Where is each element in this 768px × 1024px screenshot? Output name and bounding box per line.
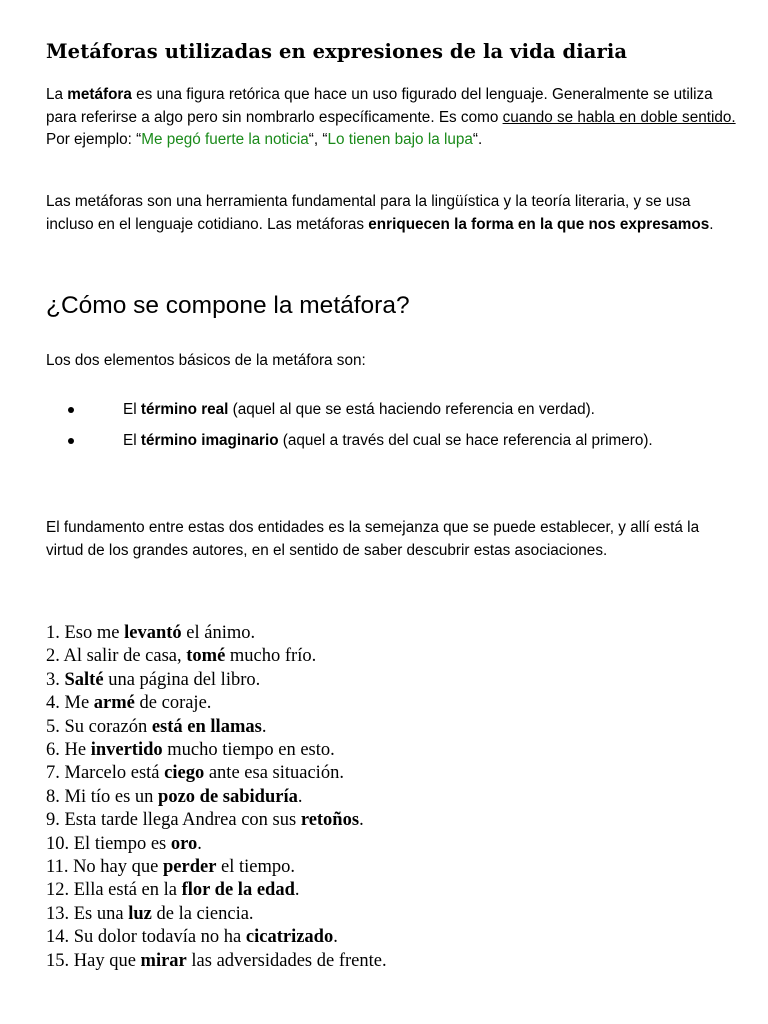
example-bold-word: oro (170, 833, 198, 854)
text-span: El (123, 401, 141, 418)
example-item (46, 856, 387, 879)
example-text: el ánimo. (181, 623, 256, 643)
example-text: el tiempo. (216, 857, 296, 878)
example-bold-word: retoños (300, 810, 360, 831)
example-text: 15. Hay que (46, 950, 141, 971)
example-text: mucho tiempo en esto. (162, 740, 335, 761)
example-text: 3. (46, 669, 65, 690)
example-item (46, 926, 387, 949)
example-bold-word: ciego (164, 763, 205, 784)
text-span: La (46, 86, 68, 103)
example-bold-word: levantó (124, 623, 182, 643)
example-text: 12. Ella está en la (46, 880, 182, 901)
example-bold-word: está en llamas (151, 716, 262, 737)
intro-paragraph (46, 84, 736, 152)
example-bold-word: invertido (90, 740, 163, 761)
example-text: 1. Eso me (46, 623, 125, 643)
example-text: 8. Mi tío es un (46, 786, 159, 807)
example-quote-2: Lo tienen bajo la lupa (327, 131, 473, 148)
text-span: Por ejemplo: “ (46, 131, 142, 148)
bold-term-metafora: metáfora (67, 86, 132, 103)
text-span: El (123, 432, 141, 449)
example-text: 10. El tiempo es (46, 833, 171, 854)
example-text: de la ciencia. (151, 903, 254, 924)
underlined-phrase: cuando se habla en doble sentido. (502, 108, 736, 126)
bullet-dot (68, 407, 74, 413)
example-text: 11. No hay que (46, 857, 163, 878)
second-paragraph (46, 191, 736, 236)
bold-term: término real (140, 401, 229, 418)
example-item (46, 879, 387, 902)
text-span: es una figura retórica que hace un uso figurado del lenguaje. Generalmente se utiliza para referirse a algo pero sin nombrarlo específicamente. Es como (46, 86, 713, 126)
example-text: 7. Marcelo está (46, 763, 165, 784)
example-text: una página del libro. (103, 669, 261, 690)
foundation-paragraph: El fundamento entre estas dos entidades es la semejanza que se puede establecer, y allí está la virtud de los grandes autores, en el sentido de saber descubrir estas asociaciones. (46, 519, 700, 559)
example-item (46, 833, 387, 856)
example-bold-word: cicatrizado (245, 927, 334, 948)
example-text: mucho frío. (225, 646, 317, 667)
example-text: 14. Su dolor todavía no ha (46, 927, 246, 948)
text-span: “, “ (308, 131, 328, 148)
document-title: Metáforas utilizadas en expresiones de la vida diaria (46, 40, 628, 63)
example-item (46, 622, 387, 645)
example-text: 5. Su corazón (46, 716, 152, 737)
example-text: . (197, 833, 202, 854)
example-text: de coraje. (134, 693, 212, 714)
example-text: 9. Esta tarde llega Andrea con sus (46, 810, 301, 831)
elements-list (46, 398, 746, 460)
example-item (46, 786, 387, 809)
example-item (46, 762, 387, 785)
list-item (46, 398, 746, 421)
elements-intro: Los dos elementos básicos de la metáfora son: (46, 352, 366, 369)
text-span: . (709, 215, 714, 233)
examples-list (46, 622, 387, 973)
section-heading: ¿Cómo se compone la metáfora? (46, 292, 410, 319)
bold-phrase: enriquecen la forma en la que nos expresamos (368, 215, 710, 233)
example-item (46, 903, 387, 926)
example-text: . (297, 786, 303, 807)
example-bold-word: mirar (140, 950, 187, 971)
bullet-dot (68, 438, 74, 444)
list-item (46, 429, 746, 452)
text-span: Las metáforas son una herramienta fundamental para la lingüística y la teoría literaria, y se usa incluso en el lenguaje cotidiano. Las metáforas (46, 193, 691, 233)
example-text: . (333, 927, 338, 948)
example-text: 13. Es una (46, 903, 129, 924)
example-item (46, 645, 387, 668)
example-item (46, 950, 387, 973)
example-text: 6. He (46, 740, 91, 761)
text-span: (aquel al que se está haciendo referencia en verdad). (228, 401, 595, 418)
example-text: . (294, 880, 300, 901)
example-bold-word: tomé (186, 646, 226, 667)
example-item (46, 739, 387, 762)
example-bold-word: pozo de sabiduría (158, 786, 298, 807)
example-bold-word: Salté (64, 669, 104, 690)
example-bold-word: luz (128, 903, 152, 924)
text-span: (aquel a través del cual se hace referencia al primero). (278, 432, 653, 449)
bold-term: término imaginario (140, 432, 279, 449)
example-quote-1: Me pegó fuerte la noticia (141, 131, 309, 148)
example-item (46, 692, 387, 715)
example-text: ante esa situación. (204, 763, 344, 784)
example-text: las adversidades de frente. (186, 950, 387, 971)
example-text: 4. Me (46, 693, 94, 714)
example-bold-word: flor de la edad (181, 880, 295, 901)
example-text: 2. Al salir de casa, (46, 646, 187, 667)
example-item (46, 809, 387, 832)
example-text: . (359, 810, 364, 831)
text-span: “. (472, 131, 483, 148)
example-bold-word: armé (93, 693, 135, 714)
example-text: . (261, 716, 267, 737)
example-item (46, 669, 387, 692)
example-bold-word: perder (162, 857, 217, 878)
example-item (46, 716, 387, 739)
